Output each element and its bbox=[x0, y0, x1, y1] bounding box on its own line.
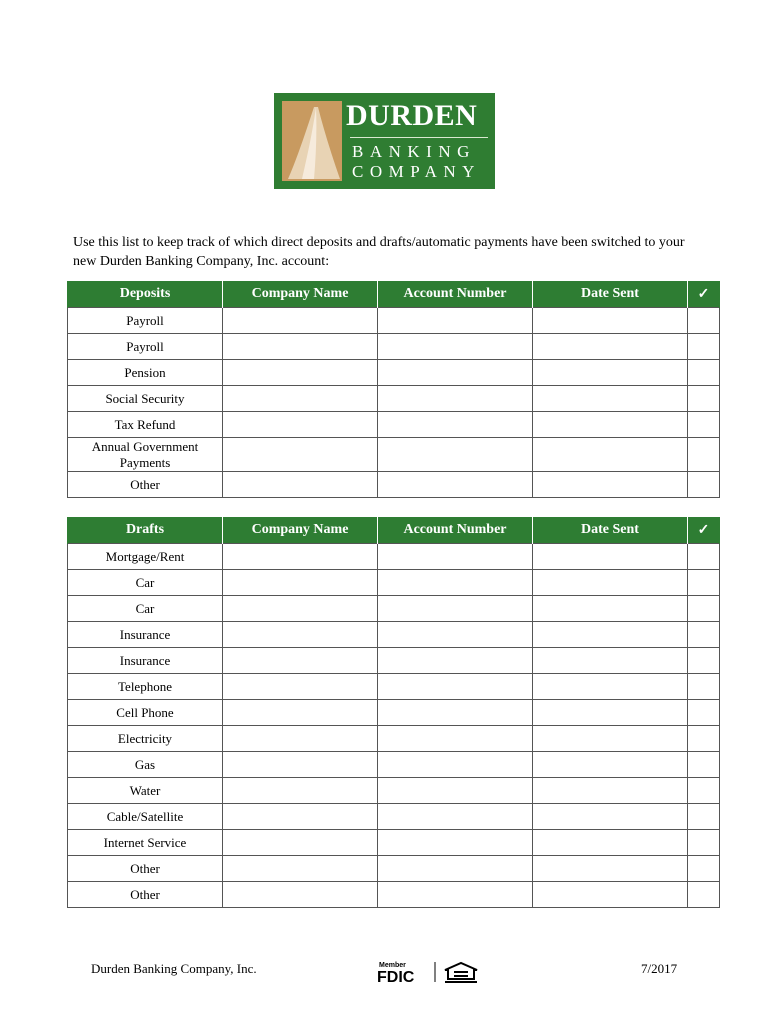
check-cell[interactable] bbox=[688, 700, 720, 726]
drafts-table bbox=[67, 517, 720, 908]
company-name-header: Company Name bbox=[223, 281, 378, 308]
account-number-cell[interactable] bbox=[378, 360, 533, 386]
date-sent-cell[interactable] bbox=[533, 334, 688, 360]
check-cell[interactable] bbox=[688, 360, 720, 386]
table-row bbox=[68, 472, 720, 498]
date-sent-cell[interactable] bbox=[533, 700, 688, 726]
table-row bbox=[68, 544, 720, 570]
account-number-header: Account Number bbox=[378, 281, 533, 308]
deposits-header: Deposits bbox=[68, 281, 223, 308]
table-row bbox=[68, 700, 720, 726]
account-number-cell[interactable] bbox=[378, 570, 533, 596]
table-row bbox=[68, 882, 720, 908]
date-sent-cell[interactable] bbox=[533, 622, 688, 648]
check-cell[interactable] bbox=[688, 596, 720, 622]
row-label: Car bbox=[68, 596, 223, 622]
row-label: Other bbox=[68, 472, 223, 498]
row-label: Pension bbox=[68, 360, 223, 386]
table-row bbox=[68, 804, 720, 830]
row-label: Payroll bbox=[68, 308, 223, 334]
equal-housing-icon bbox=[445, 963, 477, 983]
table-row bbox=[68, 674, 720, 700]
date-sent-cell[interactable] bbox=[533, 778, 688, 804]
company-name-cell[interactable] bbox=[223, 752, 378, 778]
check-icon: ✓ bbox=[688, 517, 720, 544]
date-sent-cell[interactable] bbox=[533, 674, 688, 700]
company-name-cell[interactable] bbox=[223, 804, 378, 830]
company-name-cell[interactable] bbox=[223, 830, 378, 856]
company-name-cell[interactable] bbox=[223, 856, 378, 882]
check-cell[interactable] bbox=[688, 570, 720, 596]
date-sent-cell[interactable] bbox=[533, 804, 688, 830]
date-sent-cell[interactable] bbox=[533, 882, 688, 908]
table-row bbox=[68, 570, 720, 596]
date-sent-cell[interactable] bbox=[533, 308, 688, 334]
company-name-cell[interactable] bbox=[223, 882, 378, 908]
account-number-cell[interactable] bbox=[378, 804, 533, 830]
account-number-cell[interactable] bbox=[378, 334, 533, 360]
date-sent-cell[interactable] bbox=[533, 544, 688, 570]
account-number-cell[interactable] bbox=[378, 308, 533, 334]
table-row bbox=[68, 752, 720, 778]
table-row bbox=[68, 412, 720, 438]
account-number-cell[interactable] bbox=[378, 856, 533, 882]
check-cell[interactable] bbox=[688, 334, 720, 360]
check-cell[interactable] bbox=[688, 412, 720, 438]
date-sent-cell[interactable] bbox=[533, 752, 688, 778]
date-sent-cell[interactable] bbox=[533, 438, 688, 472]
check-cell[interactable] bbox=[688, 778, 720, 804]
check-icon: ✓ bbox=[688, 281, 720, 308]
fdic-label: FDIC bbox=[377, 969, 415, 984]
drafts-header: Drafts bbox=[68, 517, 223, 544]
date-sent-cell[interactable] bbox=[533, 472, 688, 498]
date-sent-header: Date Sent bbox=[533, 517, 688, 544]
date-sent-cell[interactable] bbox=[533, 570, 688, 596]
company-name-cell[interactable] bbox=[223, 622, 378, 648]
row-label: Social Security bbox=[68, 386, 223, 412]
logo-line-1: DURDEN bbox=[346, 99, 478, 132]
check-cell[interactable] bbox=[688, 856, 720, 882]
company-name-header: Company Name bbox=[223, 517, 378, 544]
table-row bbox=[68, 596, 720, 622]
account-number-cell[interactable] bbox=[378, 778, 533, 804]
table-row bbox=[68, 334, 720, 360]
row-label: Other bbox=[68, 856, 223, 882]
company-name-cell[interactable] bbox=[223, 700, 378, 726]
check-cell[interactable] bbox=[688, 622, 720, 648]
row-label: Cable/Satellite bbox=[68, 804, 223, 830]
company-name-cell[interactable] bbox=[223, 412, 378, 438]
row-label: Payroll bbox=[68, 334, 223, 360]
row-label: Insurance bbox=[68, 648, 223, 674]
check-cell[interactable] bbox=[688, 544, 720, 570]
check-cell[interactable] bbox=[688, 648, 720, 674]
durden-logo bbox=[274, 93, 495, 189]
drafts-header-row bbox=[68, 517, 720, 544]
date-sent-cell[interactable] bbox=[533, 386, 688, 412]
table-row bbox=[68, 726, 720, 752]
table-row bbox=[68, 648, 720, 674]
company-name-cell[interactable] bbox=[223, 544, 378, 570]
account-number-cell[interactable] bbox=[378, 386, 533, 412]
account-number-cell[interactable] bbox=[378, 412, 533, 438]
date-sent-cell[interactable] bbox=[533, 830, 688, 856]
intro-text: Use this list to keep track of which direct deposits and drafts/automatic payments have been switched to your new Durden Banking Company, Inc. account: bbox=[73, 235, 685, 269]
row-label: Car bbox=[68, 570, 223, 596]
company-name-cell[interactable] bbox=[223, 596, 378, 622]
table-row bbox=[68, 386, 720, 412]
account-number-header: Account Number bbox=[378, 517, 533, 544]
table-row bbox=[68, 622, 720, 648]
company-name-cell[interactable] bbox=[223, 674, 378, 700]
row-label: Water bbox=[68, 778, 223, 804]
check-cell[interactable] bbox=[688, 804, 720, 830]
logo-rule bbox=[350, 137, 488, 138]
account-number-cell[interactable] bbox=[378, 830, 533, 856]
account-number-cell[interactable] bbox=[378, 726, 533, 752]
logo-line-3: COMPANY bbox=[352, 162, 481, 181]
check-cell[interactable] bbox=[688, 438, 720, 472]
table-row bbox=[68, 856, 720, 882]
company-name-cell[interactable] bbox=[223, 778, 378, 804]
fdic-member-label: Member bbox=[379, 962, 406, 969]
row-label: Electricity bbox=[68, 726, 223, 752]
check-cell[interactable] bbox=[688, 308, 720, 334]
deposits-table bbox=[67, 281, 720, 498]
account-number-cell[interactable] bbox=[378, 596, 533, 622]
row-label: Internet Service bbox=[68, 830, 223, 856]
account-number-cell[interactable] bbox=[378, 674, 533, 700]
logo-line-2: BANKING bbox=[352, 142, 476, 161]
date-sent-cell[interactable] bbox=[533, 648, 688, 674]
check-cell[interactable] bbox=[688, 830, 720, 856]
company-name-cell[interactable] bbox=[223, 570, 378, 596]
account-number-cell[interactable] bbox=[378, 752, 533, 778]
row-label: Cell Phone bbox=[68, 700, 223, 726]
company-name-cell[interactable] bbox=[223, 308, 378, 334]
account-number-cell[interactable] bbox=[378, 648, 533, 674]
account-number-cell[interactable] bbox=[378, 622, 533, 648]
row-label: Tax Refund bbox=[68, 412, 223, 438]
check-cell[interactable] bbox=[688, 386, 720, 412]
table-row bbox=[68, 438, 720, 472]
date-sent-cell[interactable] bbox=[533, 360, 688, 386]
account-number-cell[interactable] bbox=[378, 544, 533, 570]
account-number-cell[interactable] bbox=[378, 882, 533, 908]
check-cell[interactable] bbox=[688, 674, 720, 700]
row-label: Telephone bbox=[68, 674, 223, 700]
check-cell[interactable] bbox=[688, 752, 720, 778]
date-sent-cell[interactable] bbox=[533, 596, 688, 622]
company-name-cell[interactable] bbox=[223, 334, 378, 360]
check-cell[interactable] bbox=[688, 882, 720, 908]
company-name-cell[interactable] bbox=[223, 648, 378, 674]
date-sent-cell[interactable] bbox=[533, 726, 688, 752]
check-cell[interactable] bbox=[688, 472, 720, 498]
account-number-cell[interactable] bbox=[378, 438, 533, 472]
account-number-cell[interactable] bbox=[378, 472, 533, 498]
date-sent-cell[interactable] bbox=[533, 856, 688, 882]
row-label: Other bbox=[68, 882, 223, 908]
footer-date: 7/2017 bbox=[641, 961, 678, 976]
account-number-cell[interactable] bbox=[378, 700, 533, 726]
footer-company: Durden Banking Company, Inc. bbox=[91, 961, 257, 976]
company-name-cell[interactable] bbox=[223, 386, 378, 412]
date-sent-header: Date Sent bbox=[533, 281, 688, 308]
row-label: Annual Government Payments bbox=[68, 438, 223, 472]
row-label: Insurance bbox=[68, 622, 223, 648]
company-name-cell[interactable] bbox=[223, 726, 378, 752]
row-label: Gas bbox=[68, 752, 223, 778]
table-row bbox=[68, 308, 720, 334]
table-row bbox=[68, 778, 720, 804]
bank-emblem-icon bbox=[282, 101, 342, 181]
check-cell[interactable] bbox=[688, 726, 720, 752]
fdic-badge bbox=[377, 960, 485, 989]
company-name-cell[interactable] bbox=[223, 438, 378, 472]
table-row bbox=[68, 830, 720, 856]
date-sent-cell[interactable] bbox=[533, 412, 688, 438]
company-name-cell[interactable] bbox=[223, 472, 378, 498]
deposits-header-row bbox=[68, 281, 720, 308]
row-label: Mortgage/Rent bbox=[68, 544, 223, 570]
table-row bbox=[68, 360, 720, 386]
company-name-cell[interactable] bbox=[223, 360, 378, 386]
